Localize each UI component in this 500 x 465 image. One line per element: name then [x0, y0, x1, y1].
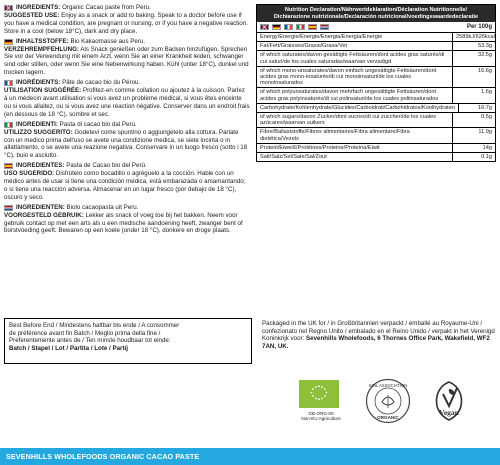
- nutrition-row: [257, 144, 495, 153]
- nutrient-name: Protein/Eiweiß/Protéines/Proteine/Proteína/Eiwit: [257, 144, 453, 152]
- soil-association-icon: [365, 378, 411, 424]
- ingredients-block-nl: [4, 204, 250, 236]
- ingredients-text: [16, 162, 147, 170]
- netherlands-flag-icon: [320, 24, 329, 30]
- best-before-line-1: Best Before End / Mindestens haltbar bis ende / A consommer: [9, 322, 180, 329]
- ingredients-line: [4, 79, 250, 87]
- ingredients-line: [4, 38, 250, 46]
- nutrition-row: [257, 51, 495, 66]
- ingredients-value: Pâte de cacao bio du Pérou.: [60, 79, 141, 87]
- suggested-use-label: VOORGESTELD GEBRUIK:: [4, 211, 84, 219]
- ingredients-value: Organic Cacao paste from Peru.: [60, 4, 151, 11]
- ingredients-line: [4, 162, 250, 170]
- ingredients-value: Biolo cacaopasta uit Peru.: [64, 203, 139, 211]
- nutrient-name: of which sugars/davon Zucker/dont sucres/di cui zuccheri/de los cuales azúcares/waarvan suikers: [257, 113, 453, 127]
- germany-flag-icon: [4, 39, 13, 45]
- suggested-use-value: Als Snack genießen oder zum Backen hinzufügen. Sprechen Sie vor der Verwendung mit einem Arzt, wenn Sie an einer Krankheit leiden, schwanger sind oder stillen, oder wenn Sie eine Nebenwirkung haben. Kühl (unter 18°C), dunkel und trocken lagern.: [4, 45, 249, 77]
- ingredients-text: [16, 4, 151, 12]
- nutrient-name: Carbohydrate/Kohlenhydrate/Glucides/Carboidrati/Carbohidratos/Koolhydraten: [257, 104, 459, 112]
- ingredients-label: INHALTSSTOFFE:: [16, 37, 69, 45]
- eu-leaf-icon: [299, 380, 339, 408]
- netherlands-flag-icon: [4, 205, 13, 211]
- product-footer-bar: SEVENHILLS WHOLEFOODS ORGANIC CACAO PASTE: [0, 448, 500, 465]
- nutrient-value: 53.3g: [478, 43, 492, 50]
- nutrient-name: Salt/Salz/Sel/Sale/Sal/Zout: [257, 153, 453, 161]
- nutrient-value: 0.5g: [481, 114, 492, 121]
- nutrition-table: [256, 4, 496, 162]
- vegan-wordmark: Vegan: [439, 408, 459, 417]
- ingredients-value: Pasta di cacao bio dal Perù.: [57, 120, 137, 128]
- spain-flag-icon: [308, 24, 317, 30]
- nutrition-row: [257, 33, 495, 42]
- suggested-use-text: [4, 212, 250, 236]
- nutrient-name: Fat/Fett/Graisses/Grassi/Grasa/Vet: [257, 42, 453, 50]
- ingredients-line: [4, 204, 250, 212]
- suggested-use-text: [4, 46, 250, 78]
- suggested-use-label: UTILIZZO SUGGERITO:: [4, 128, 73, 136]
- nutrient-value: 16.6g: [478, 67, 492, 74]
- ingredients-text: [16, 38, 145, 46]
- nutrition-title-line-1: Nutrition Declaration/Nährwertdeklaration/Déclaration Nutritionnelle/: [284, 7, 468, 13]
- italy-flag-icon: [4, 122, 13, 128]
- nutrient-value: 16.7g: [478, 104, 492, 111]
- suggested-use-value: Disfrútelo como bocadillo o agréguelo a la cocción. Hable con un médico antes de usar si tiene una condición médica, está embarazada o amamantando; o si tiene una reacción adversa. Almacenar en un lugar fresco (por debajo de 18 °C), oscuro y seco.: [4, 170, 246, 201]
- ingredients-block-es: [4, 162, 250, 202]
- germany-flag-icon: [272, 24, 281, 30]
- best-before-line-3: Preferentemente antes de / Ten minste houdbaar tot einde:: [9, 337, 171, 345]
- nutrient-value: 0.1g: [481, 154, 492, 161]
- suggested-use-text: [4, 87, 250, 119]
- italy-flag-icon: [296, 24, 305, 30]
- ingredients-label: INGREDIENTEN:: [16, 203, 65, 211]
- certification-logos: [295, 378, 500, 438]
- suggested-use-text: [4, 129, 250, 161]
- best-before-line-2: de préférence avant fin Batch / Meglio prima della fine /: [9, 329, 161, 337]
- nutrient-name: of which mono-unsaturates/davon einfach ungesättigte Fettsäuren/dont acides gras mono-insaturés/di cui monoinsaturi/de los cuales monoinsaturados: [257, 67, 453, 88]
- suggested-use-value: Profitez-en comme collation ou ajoutez à la cuisson. Parlez à un médecin avant utilisation si vous avez un problème médical, si vous êtes enceinte ou si vous allaitez, ou si vous avez une réaction négative. Conserver dans un endroit frais (en dessous de 18 °C), sombre et sec.: [4, 87, 250, 118]
- packed-in-statement: Packaged in the UK for / in Großbritannien verpackt / emballé au Royaume-Uni / confezionato nel Regno Unito / embalado en el Reino Unido / verpakt in het Verenigd Koninkrijk voor:: [262, 320, 495, 343]
- eu-organic-code: GB-ORG-05: [308, 411, 334, 416]
- nutrition-row: [257, 88, 495, 103]
- packed-in-text: [262, 320, 496, 350]
- nutrition-row: [257, 128, 495, 143]
- ingredients-label: INGRÉDIENTS:: [16, 79, 61, 87]
- ingredients-block-de: [4, 38, 250, 78]
- eu-organic-origin: Non-EU Agriculture: [301, 416, 341, 422]
- france-flag-icon: [4, 80, 13, 86]
- best-before-box: [4, 318, 252, 364]
- nutrient-value: 1.6g: [481, 89, 492, 96]
- eu-organic-leaf-logo: [299, 380, 339, 408]
- nutrient-name: Energy/Energie/Énergie/Energia/Energía/Energie: [257, 33, 453, 41]
- ingredients-block-en: [4, 4, 250, 36]
- nutrition-flags-row: [257, 22, 495, 33]
- suggested-use-value: Godetevi come spuntino o aggiungetelo alla cottura. Parlate con un medico prima dell'uso se avete una condizione medica, se siete incinta o in allattamento, o se avete una reazione negativa. Conservare in un luogo fresco (sotto i 18 °C), buio e asciutto.: [4, 128, 248, 160]
- suggested-use-label: USO SUGERIDO:: [4, 170, 55, 178]
- nutrient-name: of which saturates/davon gesättigte Fettsäuren/dont acides gras saturés/di cui saturi/de los cuales saturadas/waarvan verzadigd: [257, 51, 453, 65]
- ingredients-label: INGREDIENTES:: [16, 162, 65, 170]
- nutrient-value: 2589kJ/626kcal: [456, 34, 495, 40]
- suggested-use-value: Lekker als snack of voeg toe bij het bakken. Neem voor gebruik contact op met een arts als u een medische aandoening heeft, zwanger bent of borstvoeding geeft. Bewaren op een koele (onder 18 °C), donkere en droge plaats.: [4, 211, 243, 235]
- suggested-use-label: UTILISATION SUGGÉRÉE:: [4, 87, 82, 95]
- ingredients-line: [4, 121, 250, 129]
- nutrition-row: [257, 104, 495, 113]
- soil-association-logo: [365, 378, 411, 424]
- nutrition-row: [257, 113, 495, 128]
- per-100g-label: Per 100g: [466, 24, 492, 30]
- ingredients-block-it: [4, 121, 250, 161]
- ingredients-label: INGREDIENTI:: [16, 120, 58, 128]
- suggested-use-text: [4, 170, 250, 202]
- ingredients-block-fr: [4, 79, 250, 119]
- ingredients-value: Pasta de Cacao bio del Perú.: [64, 162, 147, 170]
- nutrition-rows: [257, 33, 495, 161]
- nutrition-header: [257, 5, 495, 22]
- ingredients-value: Bio Kakaomasse aus Peru.: [68, 37, 146, 45]
- nutrition-row: [257, 153, 495, 161]
- uk-flag-icon: [260, 24, 269, 30]
- nutrient-name: Fibre/Ballaststoffe/Fibres alimentaires/Fibra alimentare/Fibra dietética/Vezels: [257, 128, 453, 142]
- nutrition-row: [257, 42, 495, 51]
- suggested-use-label: VERZEHREMPFEHLUNG:: [4, 45, 79, 53]
- ingredients-text: [16, 204, 138, 212]
- suggested-use-value: Enjoy as a snack or add to baking. Speak to a doctor before use if you have a medical condition, are pregnant or nursing, or if you have a negative reaction. Store in a cool (below 18°C), dark and dry place.: [4, 11, 248, 35]
- ingredients-text: [16, 79, 140, 87]
- vegan-logo: [429, 380, 469, 426]
- france-flag-icon: [284, 24, 293, 30]
- uk-flag-icon: [4, 5, 13, 11]
- nutrient-name: of which polyunsaturates/davon mehrfach ungesättigte Fettsäuren/dont acides gras polyinsaturés/di cui polinsaturi/de los cuales poliinsaturados: [257, 88, 453, 102]
- eu-organic-caption: [295, 411, 347, 422]
- suggested-use-label: SUGGESTED USE:: [4, 11, 60, 19]
- packer-address: Sevenhills Wholefoods, 6 Thornes Office Park, Wakefield, WF2 7AN, UK.: [262, 335, 490, 350]
- vegan-icon: [429, 380, 469, 426]
- soil-organic-text: ORGANIC: [377, 415, 399, 420]
- nutrient-value: 11.9g: [478, 129, 492, 136]
- ingredients-text: [16, 121, 137, 129]
- batch-line: Batch / Stapel / Lot / Partita / Lote / Partij: [9, 344, 128, 352]
- nutrient-value: 32.5g: [478, 52, 492, 59]
- spain-flag-icon: [4, 163, 13, 169]
- suggested-use-text: [4, 12, 250, 36]
- ingredients-line: [4, 4, 250, 12]
- soil-association-text: SOIL ASSOCIATION: [368, 383, 408, 388]
- nutrient-value: 14g: [482, 144, 492, 151]
- nutrition-row: [257, 67, 495, 89]
- ingredients-label: INGREDIENTS:: [16, 4, 61, 11]
- ingredients-column: [4, 4, 250, 237]
- nutrition-title-line-2: Dichiarazione nutrizionale/Declaración nutricional/voedingswaardedeclaratie: [273, 13, 479, 20]
